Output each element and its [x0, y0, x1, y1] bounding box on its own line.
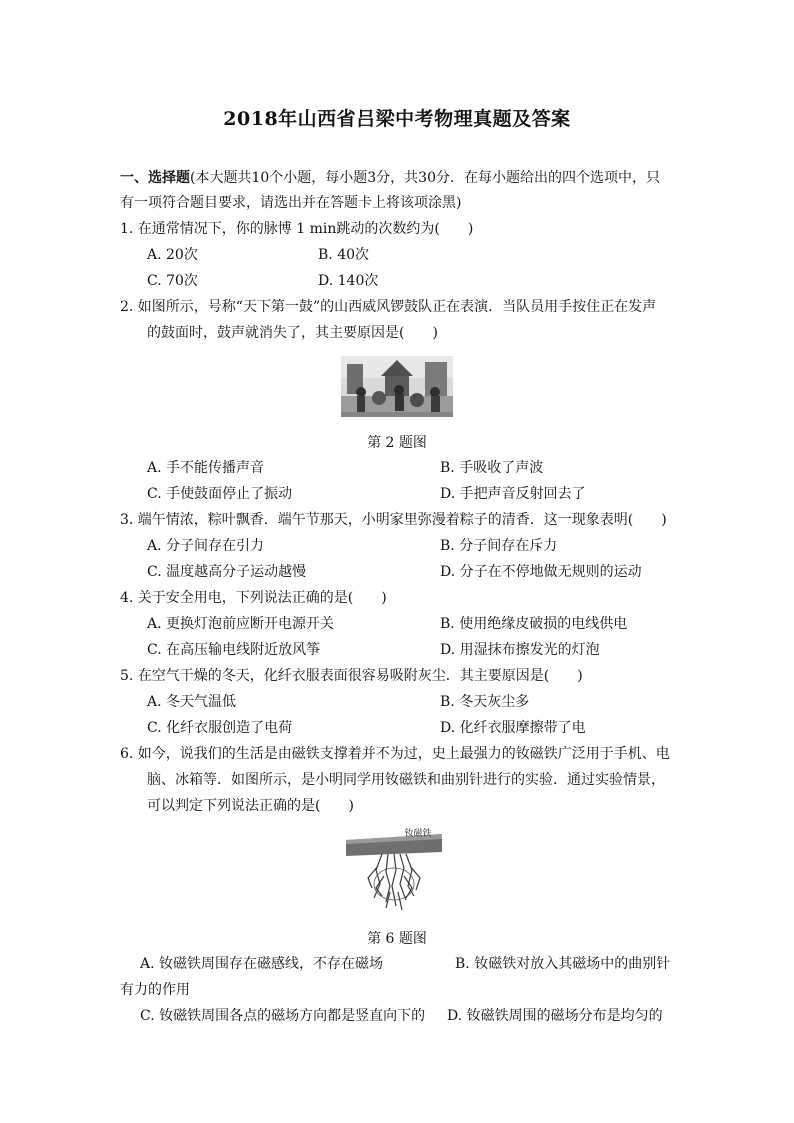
q2-option-c: C. 手使鼓面停止了振动 — [147, 486, 293, 502]
q4-option-b: B. 使用绝缘皮破损的电线供电 — [440, 616, 628, 632]
q1-stem: 1. 在通常情况下，你的脉博 1 min跳动的次数约为( ) — [120, 221, 474, 237]
q1-option-b: B. 40次 — [318, 247, 370, 263]
neodymium-magnet-image — [346, 826, 442, 914]
magnet-label: 钕磁铁 — [404, 829, 432, 839]
q4-option-a: A. 更换灯泡前应断开电源开关 — [147, 616, 335, 632]
q2-stem-line2: 的鼓面时，鼓声就消失了，其主要原因是( ) — [147, 325, 438, 341]
q5-stem: 5. 在空气干燥的冬天，化纤衣服表面很容易吸附灰尘．其主要原因是( ) — [120, 668, 583, 684]
section-desc-line1: (本大题共10个小题，每小题3分，共30分．在每小题给出的四个选项中，只 — [190, 170, 660, 186]
q6-option-a: A. 钕磁铁周围存在磁感线，不存在磁场 — [140, 956, 384, 972]
q1-option-c: C. 70次 — [147, 273, 198, 289]
q3-option-d: D. 分子在不停地做无规则的运动 — [440, 564, 642, 580]
drum-performance-image — [341, 356, 453, 417]
q3-option-a: A. 分子间存在引力 — [147, 538, 265, 554]
q6-option-b-line2: 有力的作用 — [120, 982, 190, 998]
q5-option-a: A. 冬天气温低 — [147, 694, 237, 710]
q1-option-a: A. 20次 — [147, 247, 198, 263]
page-title: 2018年山西省吕梁中考物理真题及答案 — [223, 108, 571, 130]
q6-option-c: C. 钕磁铁周围各点的磁场方向都是竖直向下的 — [140, 1008, 426, 1024]
q5-option-d: D. 化纤衣服摩擦带了电 — [440, 720, 586, 736]
q6-stem-line2: 脑、冰箱等．如图所示，是小明同学用钕磁铁和曲别针进行的实验．通过实验情景， — [147, 772, 665, 788]
q6-stem-line1: 6. 如今，说我们的生活是由磁铁支撑着并不为过，史上最强力的钕磁铁广泛用于手机、电 — [120, 746, 670, 762]
q5-option-b: B. 冬天灰尘多 — [440, 694, 530, 710]
q2-option-a: A. 手不能传播声音 — [147, 460, 265, 476]
q6-option-d: D. 钕磁铁周围的磁场分布是均匀的 — [447, 1008, 663, 1024]
q3-option-c: C. 温度越高分子运动越慢 — [147, 564, 307, 580]
section-heading: 一、选择题 — [120, 170, 190, 186]
q2-option-b: B. 手吸收了声波 — [440, 460, 544, 476]
q3-stem: 3. 端午情浓，粽叶飘香．端午节那天，小明家里弥漫着粽子的清香．这一现象表明( ) — [120, 512, 667, 528]
q6-option-b-line1: B. 钕磁铁对放入其磁场中的曲别针 — [455, 956, 671, 972]
q2-option-d: D. 手把声音反射回去了 — [440, 486, 586, 502]
section-intro — [120, 169, 660, 187]
q2-figure-caption: 第 2 题图 — [367, 435, 427, 451]
q4-stem: 4. 关于安全用电，下列说法正确的是( ) — [120, 590, 387, 606]
q4-option-c: C. 在高压输电线附近放风筝 — [147, 642, 321, 658]
q4-option-d: D. 用湿抹布擦发光的灯泡 — [440, 642, 600, 658]
q6-stem-line3: 可以判定下列说法正确的是( ) — [147, 798, 354, 814]
q1-option-d: D. 140次 — [318, 273, 379, 289]
q2-stem-line1: 2. 如图所示，号称“天下第一鼓”的山西威风锣鼓队正在表演．当队员用手按住正在发声 — [120, 299, 657, 315]
q5-option-c: C. 化纤衣服创造了电荷 — [147, 720, 293, 736]
q3-option-b: B. 分子间存在斥力 — [440, 538, 558, 554]
section-desc-line2: 有一项符合题目要求，请选出并在答题卡上将该项涂黑) — [120, 195, 462, 211]
q6-figure-caption: 第 6 题图 — [367, 931, 427, 947]
